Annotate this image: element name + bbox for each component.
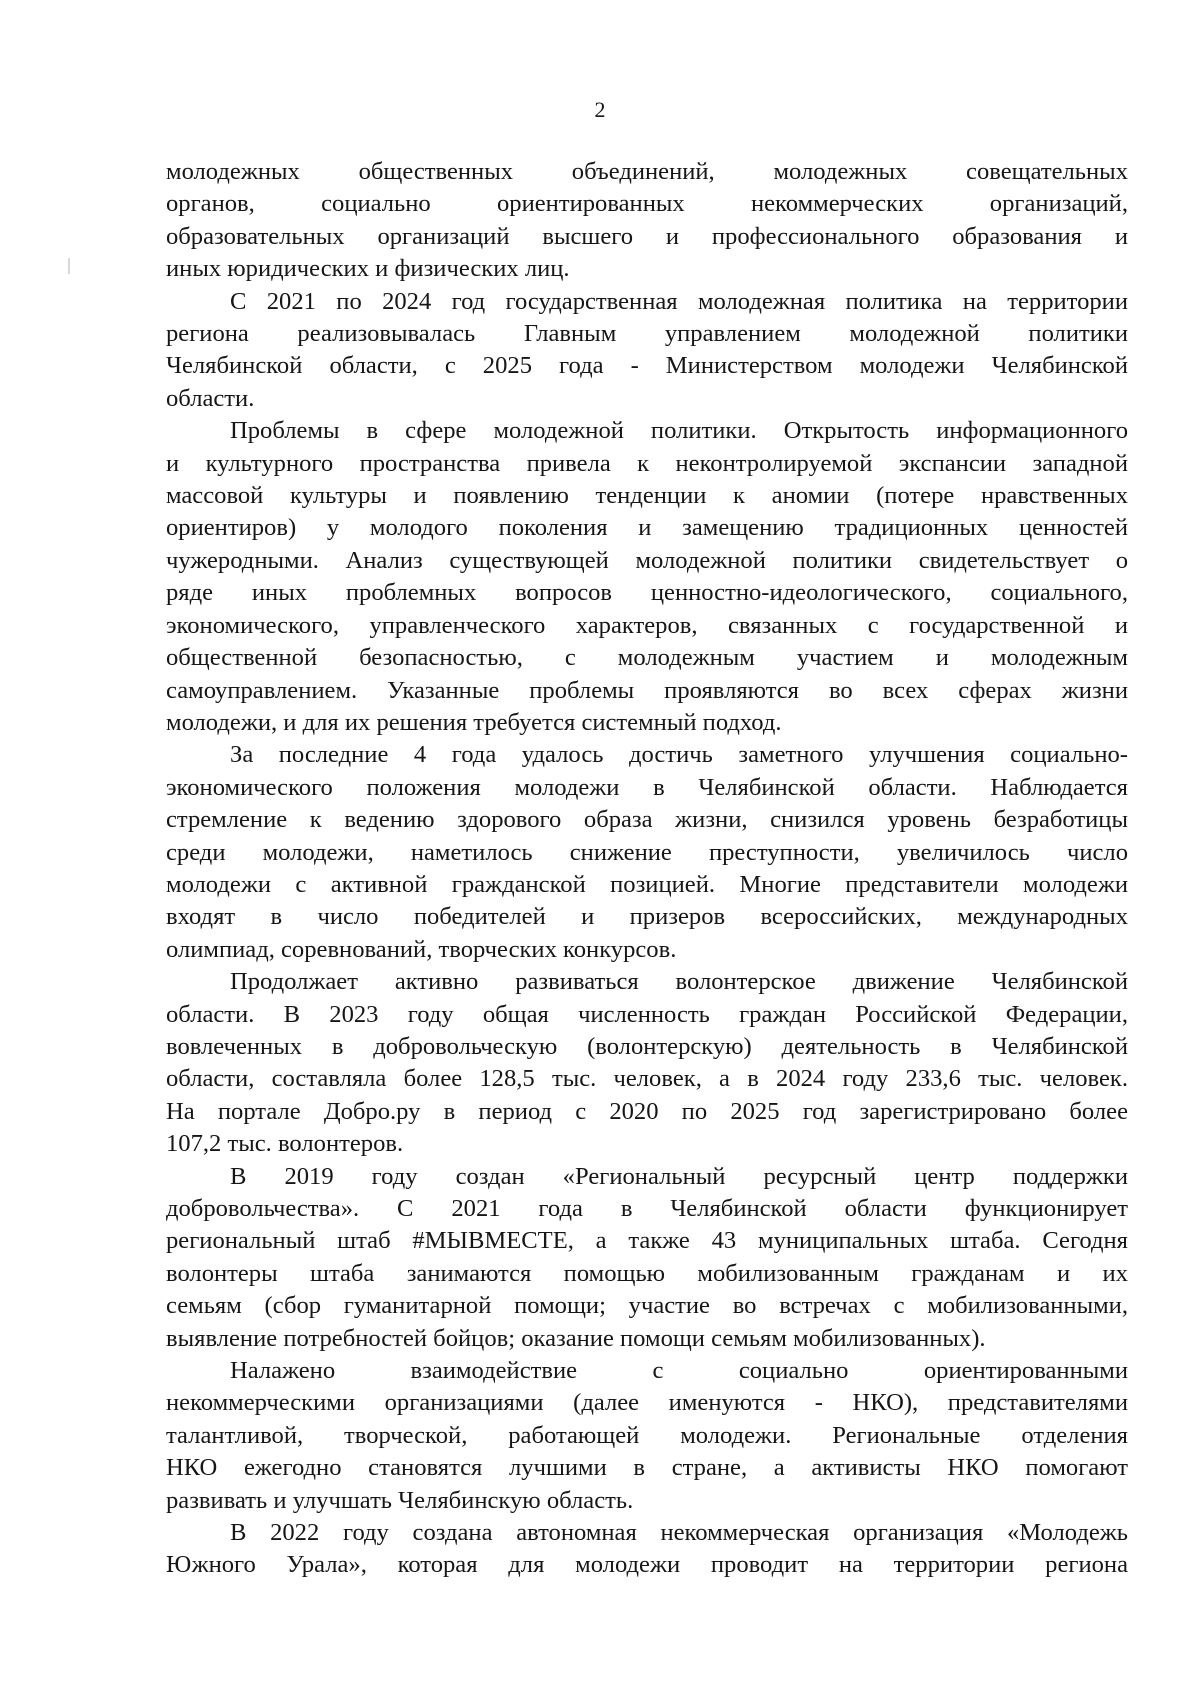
text-line: региональный штаб #МЫВМЕСТЕ, а также 43 муниципальных штаба. Сегодня xyxy=(166,1227,1128,1255)
text-line: добровольчества». С 2021 года в Челябинской области функционирует xyxy=(166,1195,1128,1222)
text-line: вовлеченных в добровольческую (волонтерскую) деятельность в Челябинской xyxy=(166,1032,1128,1060)
scan-artifact-mark xyxy=(68,258,70,274)
text-line: молодежи, и для их решения требуется системный подход. xyxy=(166,708,782,736)
text-line: Продолжает активно развиваться волонтерское движение Челябинской xyxy=(230,968,1128,996)
text-line: В 2019 году создан «Региональный ресурсный центр поддержки xyxy=(230,1162,1128,1190)
text-line: семьям (сбор гуманитарной помощи; участие во встречах с мобилизованными, xyxy=(166,1292,1128,1320)
text-line: самоуправлением. Указанные проблемы проявляются во всех сферах жизни xyxy=(166,676,1128,704)
text-line: молодежи с активной гражданской позицией. Многие представители молодежи xyxy=(166,870,1128,898)
text-line: органов, социально ориентированных некоммерческих организаций, xyxy=(166,190,1128,218)
text-line: 107,2 тыс. волонтеров. xyxy=(166,1130,404,1158)
text-line: НКО ежегодно становятся лучшими в стране, а активисты НКО помогают xyxy=(166,1454,1128,1482)
text-line: Южного Урала», которая для молодежи проводит на территории региона xyxy=(166,1551,1128,1579)
paragraph xyxy=(166,415,1128,739)
paragraph xyxy=(166,1517,1128,1582)
text-line: стремление к ведению здорового образа жизни, снизился уровень безработицы xyxy=(166,806,1128,834)
text-line: иных юридических и физических лиц. xyxy=(166,255,570,283)
page-number: 2 xyxy=(594,97,606,122)
text-line: экономического, управленческого характеров, связанных с государственной и xyxy=(166,611,1128,639)
text-line: Проблемы в сфере молодежной политики. Открытость информационного xyxy=(230,417,1128,445)
text-line: некоммерческими организациями (далее именуются - НКО), представителями xyxy=(166,1389,1128,1417)
text-line: ряде иных проблемных вопросов ценностно-идеологического, социального, xyxy=(166,579,1128,607)
text-line: региона реализовывалась Главным управлением молодежной политики xyxy=(166,320,1128,348)
text-line: ориентиров) у молодого поколения и замещению традиционных ценностей xyxy=(166,514,1128,542)
text-line: среди молодежи, наметилось снижение преступности, увеличилось число xyxy=(166,838,1128,866)
text-line: области. В 2023 году общая численность граждан Российской Федерации, xyxy=(166,1000,1128,1028)
paragraph xyxy=(166,966,1128,1160)
text-line: общественной безопасностью, с молодежным участием и молодежным xyxy=(166,644,1128,672)
text-line: области, составляла более 128,5 тыс. человек, а в 2024 году 233,6 тыс. человек. xyxy=(166,1065,1128,1093)
text-line: входят в число победителей и призеров всероссийских, международных xyxy=(166,903,1128,931)
paragraph xyxy=(166,156,1128,286)
text-line: экономического положения молодежи в Челябинской области. Наблюдается xyxy=(166,773,1128,801)
paragraph xyxy=(166,1161,1128,1355)
text-line: Налажено взаимодействие с социально ориентированными xyxy=(230,1357,1128,1385)
text-line: молодежных общественных объединений, молодежных совещательных xyxy=(166,158,1128,185)
body-text xyxy=(166,156,1128,1582)
text-line: области. xyxy=(166,384,255,412)
paragraph xyxy=(166,1355,1128,1517)
text-line: образовательных организаций высшего и профессионального образования и xyxy=(166,222,1128,250)
text-line: чужеродными. Анализ существующей молодежной политики свидетельствует о xyxy=(166,546,1128,574)
text-line: Челябинской области, с 2025 года - Министерством молодежи Челябинской xyxy=(166,352,1128,380)
text-line: олимпиад, соревнований, творческих конкурсов. xyxy=(166,935,677,963)
text-line: и культурного пространства привела к неконтролируемой экспансии западной xyxy=(166,449,1128,477)
text-line: На портале Добро.ру в период с 2020 по 2025 год зарегистрировано более xyxy=(166,1097,1128,1125)
text-line: развивать и улучшать Челябинскую область. xyxy=(166,1486,634,1514)
text-line: талантливой, творческой, работающей молодежи. Региональные отделения xyxy=(166,1421,1128,1449)
text-line: волонтеры штаба занимаются помощью мобилизованным гражданам и их xyxy=(166,1259,1128,1287)
text-line: С 2021 по 2024 год государственная молодежная политика на территории xyxy=(230,287,1128,315)
text-line: выявление потребностей бойцов; оказание помощи семьям мобилизованных). xyxy=(166,1324,986,1352)
text-line: В 2022 году создана автономная некоммерческая организация «Молодежь xyxy=(230,1519,1128,1547)
paragraph xyxy=(166,286,1128,416)
text-line: За последние 4 года удалось достичь заметного улучшения социально- xyxy=(230,741,1128,769)
text-line: массовой культуры и появлению тенденции к аномии (потере нравственных xyxy=(166,482,1128,510)
paragraph xyxy=(166,739,1128,966)
